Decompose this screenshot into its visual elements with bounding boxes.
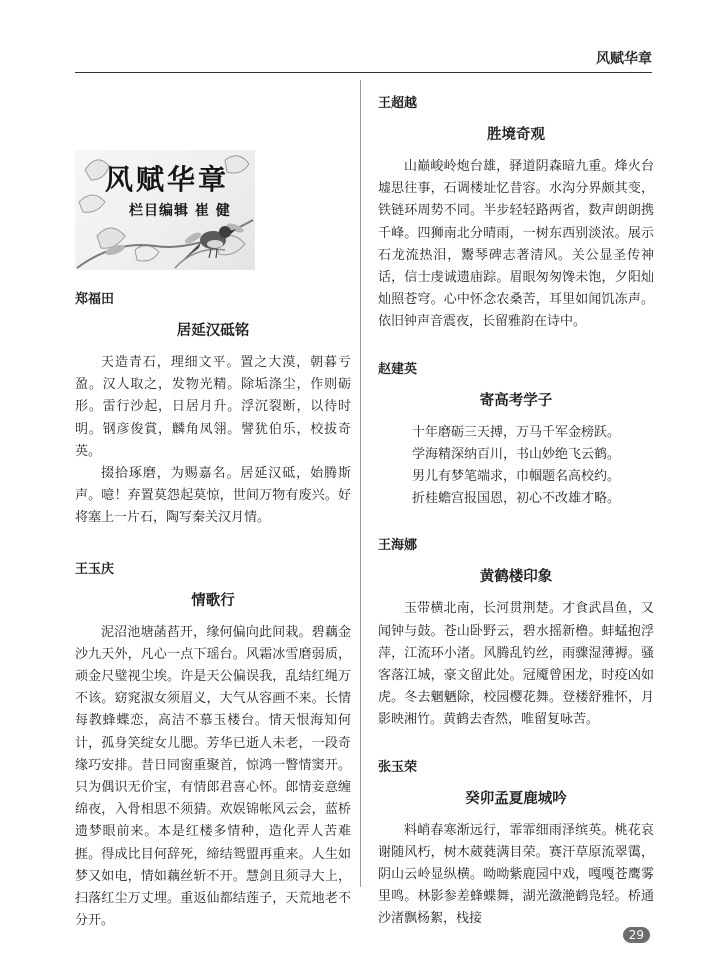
poem-title: 寄高考学子 — [479, 392, 553, 409]
poem-title: 胜境奇观 — [487, 127, 545, 143]
poem-body — [378, 598, 654, 731]
poem-paragraph: 玉带横北南，长河贯荆楚。才食武昌鱼，又闻钟与鼓。苍山卧野云，碧水摇新橹。蚌蜢抱浮萍，江流环小渚。风腾乱钓丝，雨骤湿薄褥。骚客落江城，豪文留此处。冠魇曾困龙，时疫凶如虎。冬去魍魉除，校园樱花舞。登楼舒雅怀，月影映湘竹。黄鹤去杳然，唯留复咏苦。 — [378, 601, 654, 728]
column-banner — [75, 150, 255, 270]
poem-verse — [378, 422, 654, 511]
verse-line: 男儿有梦笔端求，巾帼题名高校约。 — [411, 469, 620, 485]
poem — [378, 92, 654, 334]
poem — [378, 358, 654, 511]
poem-title: 癸卯孟夏鹿城吟 — [465, 790, 567, 807]
poem-body — [378, 820, 654, 931]
poem-paragraph: 泥沼池塘菡萏开，缘何偏向此间栽。碧藕金沙九天外，凡心一点下瑶台。风霜冰雪磨弱质，顽金尺璧视尘埃。许是天公偏误我，乱结红绳万不该。窈窕淑女须眉义，大气从容画不来。长情每教蜂蝶恋，高洁不慕玉楼台。情天恨海知何计，孤身笑绽女儿腮。芳华已逝人未老，一段奇缘巧安排。昔日同窗重聚首，惊鸿一瞥情窦开。只为偶识无价宝，有情郎君喜心怀。郎情妾意缠绵夜，入骨相思不须猜。欢娱锦帐风云会，蓝桥遗梦眼前来。本是红楼多情种，造化弄人苦难捱。得成比目何辞死，缔结鸳盟再重来。人生如梦又如电，情如藕丝斩不开。慧剑且须寻大上，扫落红尘万丈埋。重返仙都结莲子，天荒地老不分开。 — [75, 624, 351, 929]
poem-author: 赵建英 — [378, 361, 418, 377]
poem — [378, 756, 654, 931]
poem-author: 王玉庆 — [75, 561, 115, 577]
poem-title: 情歌行 — [191, 592, 235, 609]
verse-line: 折桂蟾宫报国恩，初心不改雄才略。 — [411, 491, 620, 507]
verse-line: 学海精深纳百川，书山妙绝飞云鹤。 — [411, 446, 620, 462]
left-column — [75, 288, 351, 950]
poem-author: 王超越 — [378, 96, 418, 111]
poem-paragraph: 料峭春寒渐远行，霏霏细雨泽缤英。桃花哀谢随风朽，树木葳蕤满目荣。赛汗草原流翠霭，阴山云岭显纵横。呦呦紫鹿园中戏，嘎嘎苍鹰雾里鸣。林影参差蜂蝶舞，湖光潋滟鹤凫轻。桥通沙渚飘杨絮，栈接 — [378, 822, 654, 927]
banner-title: 风赋华章 — [105, 163, 230, 196]
poem-paragraph: 天造青石，理细文平。置之大漠，朝暮亏盈。汉人取之，发物光精。除垢涤尘，作则砺形。雷行沙起，日居月升。浮沉裂断，以待时明。钢彦俊賞，麟角凤翎。譬犹伯乐，校拔奇英。 — [75, 355, 351, 459]
poem — [75, 288, 351, 530]
poem-title: 黄鹤楼印象 — [479, 569, 553, 586]
verse-line: 十年磨砺三天搏，万马千军金榜跃。 — [411, 424, 620, 440]
poem — [378, 534, 654, 731]
poem-body — [75, 352, 351, 530]
poem-paragraph: 山巅峻岭炮台雄，驿道阴森暗九重。烽火台墟思往事，石调楼址忆昔容。水沟分界颇其变，铁链环周势不同。半步轻轻路两省，数声朗朗携千峰。四狮南北分晴雨，一树东西别淡浓。展示石龙流热泪，鬻琴碑志著清风。关公显圣传神话，信士虔诚遗庙踪。眉眼匆匆馋未饱，夕阳灿灿照苍穹。心中怀念农桑苦，耳里如闻饥冻声。依旧钟声音震夜，长留雅韵在诗中。 — [378, 159, 654, 330]
poem-author: 王海娜 — [378, 538, 418, 554]
page-number-badge: 29 — [623, 927, 650, 943]
poem-body — [75, 622, 351, 933]
poem-paragraph: 掇拾琢磨，为赐嘉名。居延汉砥，始腾斯声。噫！弃置莫怨起莫惊，世间万物有废兴。好将塞上一片石，陶写秦关汉月情。 — [75, 466, 351, 526]
poem-author: 郑福田 — [75, 292, 115, 307]
right-column — [378, 92, 654, 949]
poem-author: 张玉荣 — [378, 759, 418, 775]
poem — [75, 558, 351, 933]
column-divider — [360, 80, 361, 887]
poem-body — [378, 156, 654, 334]
page-header-title: 风赋华章 — [596, 51, 652, 67]
banner-editor: 栏目编辑 崔 健 — [129, 203, 231, 219]
poem-title: 居延汉砥铭 — [176, 323, 250, 339]
header-rule — [75, 72, 652, 73]
